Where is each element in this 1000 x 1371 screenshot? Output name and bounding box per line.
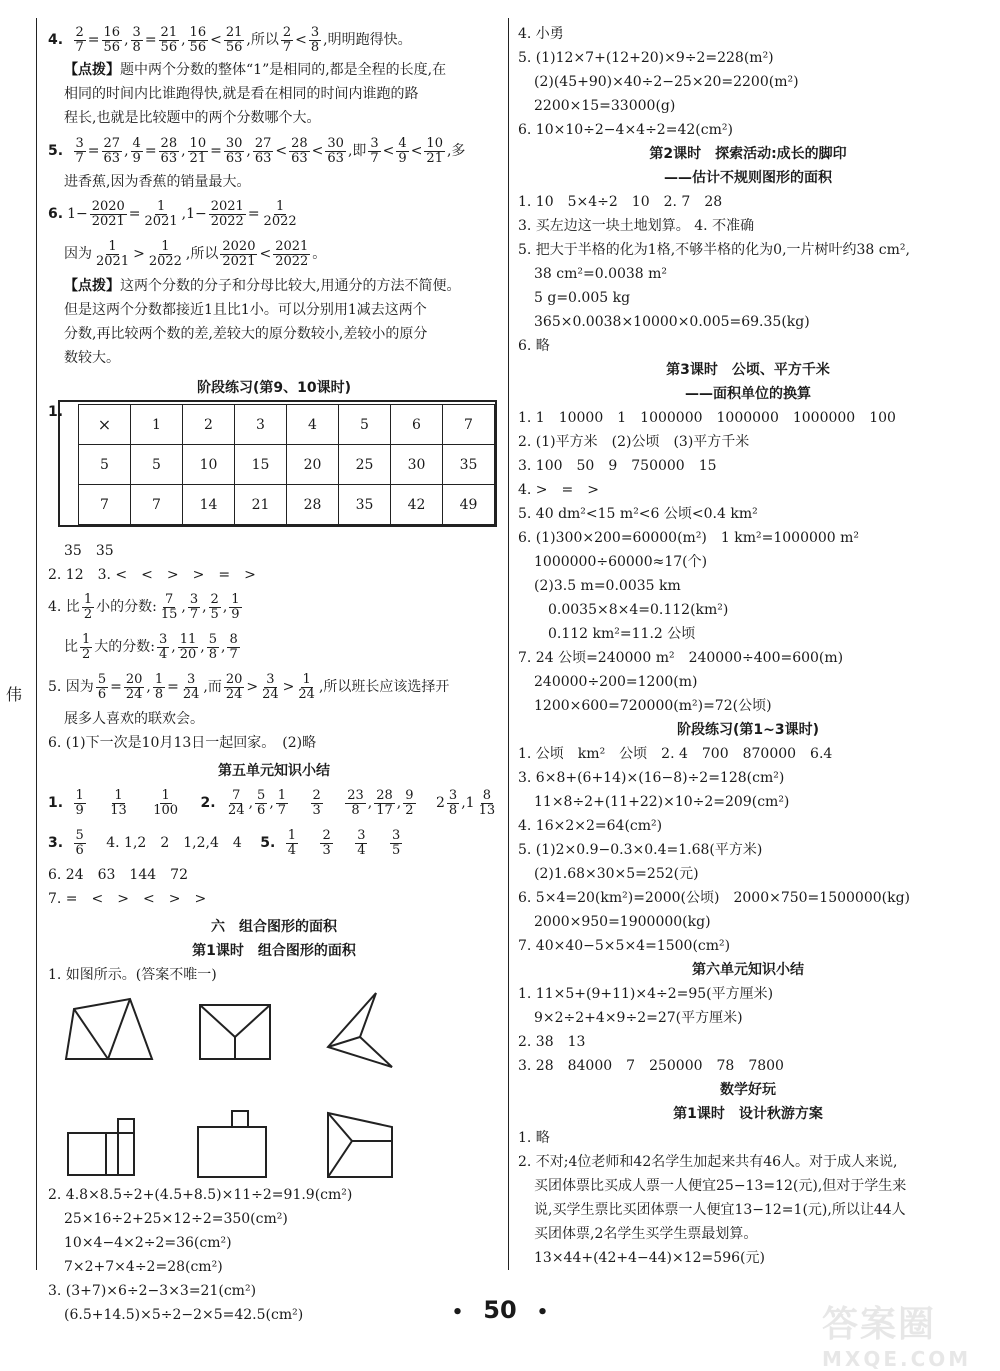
left-column bbox=[48, 22, 500, 1327]
u6-line: 3. 28 84000 7 250000 78 7800 bbox=[518, 1058, 784, 1074]
fraction: $\frac{3}{8}$ bbox=[132, 24, 141, 55]
r6: 6. 10×10÷2−4×4÷2=42(cm²) bbox=[518, 122, 733, 138]
l3-line: (2)3.5 m=0.0035 km bbox=[534, 578, 681, 594]
page-number: • 50 • bbox=[451, 1296, 549, 1324]
fun-math-title: 数学好玩 bbox=[720, 1082, 776, 1098]
s2-line: 3. 6×8+(6+14)×(16−8)÷2=128(cm²) bbox=[518, 770, 785, 786]
table-row: 7 7 14 21 28 35 42 49 bbox=[79, 485, 495, 525]
fraction: $\frac{16}{56}$ bbox=[103, 24, 121, 55]
l3-line: 2. (1)平方米 (2)公顷 (3)平方千米 bbox=[518, 434, 750, 450]
q4-answer: 4. $\frac{2}{7}$ = $\frac{16}{56}$ , $\frac{3}{8}$ = $\frac{21}{56}$ , $\frac{16}{56}$ < $\frac{21}{56}$ ,所以 $\frac{2}{7}$ < $\frac{3}{8}$ ,明明跑得快。 bbox=[48, 24, 412, 55]
s2-line: (2)1.68×30×5=252(元) bbox=[534, 866, 699, 882]
c-q1: 1. 如图所示。(答案不唯一) bbox=[48, 967, 217, 983]
fun-line: 2. 不对;4位老师和42名学生加起来共有46人。对于成人来说, bbox=[518, 1154, 898, 1170]
q4-compare-line2: 比 $\frac{1}{2}$ 大的分数: $\frac{3}{4}$ , $\frac{11}{20}$ , $\frac{5}{8}$ , $\frac{8}{7}$ bbox=[64, 631, 238, 662]
stage-practice-title: 阶段练习(第9、10课时) bbox=[196, 380, 352, 396]
s2-line: 7. 40×40−5×5×4=1500(cm²) bbox=[518, 938, 731, 954]
q6-line2: 因为 $\frac{1}{2021}$ > $\frac{1}{2022}$ ,所以 $\frac{2020}{2021}$ < $\frac{2021}{2022}$ 。 bbox=[64, 238, 327, 269]
fun-line: 说,买学生票比买团体票一人便宜13−12=1(元),所以让44人 bbox=[534, 1202, 906, 1218]
q2-q3: 2. 12 3. < < > > = > bbox=[48, 567, 256, 583]
watermark-logo: 答案圈 MXQE.COM bbox=[822, 1304, 972, 1371]
q5-line2: 进香蕉,因为香蕉的销量最大。 bbox=[64, 174, 251, 190]
unit5-q7: 7. = < > < > > bbox=[48, 891, 207, 907]
fraction: $\frac{2}{7}$ bbox=[75, 24, 84, 55]
c-q2-line: 25×16÷2+25×12÷2=350(cm²) bbox=[64, 1211, 288, 1227]
l3-line: 0.112 km²=11.2 公顷 bbox=[548, 626, 696, 642]
fraction: $\frac{2}{7}$ bbox=[282, 24, 292, 55]
lesson3-subtitle: ——面积单位的换算 bbox=[685, 386, 811, 402]
l3-line: 4. > = > bbox=[518, 482, 599, 498]
tip-2: 【点拨】这两个分数的分子和分母比较大,用通分的方法不简便。 但是这两个分数都接近1且比1小。可以分别用1减去这两个 分数,再比较两个数的差,差较大的原分数较小,差较小的原分 数较大。 bbox=[64, 278, 461, 366]
table-row: × 1 2 3 4 5 6 7 bbox=[79, 405, 495, 445]
left-margin-rule bbox=[36, 18, 37, 1270]
q6-answer: 6. 1− $\frac{2020}{2021}$ = $\frac{1}{2021}$ ,1− $\frac{2021}{2022}$ = $\frac{1}{2022}$ bbox=[48, 198, 297, 229]
l2-line: 38 cm²=0.0038 m² bbox=[534, 266, 668, 282]
fraction: $\frac{21}{56}$ bbox=[160, 24, 178, 55]
lesson2-subtitle: ——估计不规则图形的面积 bbox=[664, 170, 832, 186]
fun-lesson-title: 第1课时 设计秋游方案 bbox=[673, 1106, 823, 1122]
table-row: 5 5 10 15 20 25 30 35 bbox=[79, 445, 495, 485]
r5: 5. (1)12×7+(12+20)×9÷2=228(m²) bbox=[518, 50, 774, 66]
s2-line: 5. (1)2×0.9−0.3×0.4=1.68(平方米) bbox=[518, 842, 763, 858]
unit5-summary-title: 第五单元知识小结 bbox=[218, 763, 330, 779]
c-q2-line: 10×4−4×2÷2=36(cm²) bbox=[64, 1235, 232, 1251]
shape-pentagon-cut bbox=[326, 1107, 406, 1183]
shape-rect-step bbox=[66, 1117, 156, 1179]
right-column bbox=[518, 22, 978, 1270]
shape-trapezoid-triangle bbox=[62, 997, 172, 1067]
q6-home: 6. (1)下一次是10月13日一起回家。 (2)略 bbox=[48, 735, 317, 751]
s2-line: 6. 5×4=20(km²)=2000(公顷) 2000×750=1500000(kg) bbox=[518, 890, 911, 906]
l3-line: 6. (1)300×200=60000(m²) 1 km²=1000000 m² bbox=[518, 530, 860, 546]
fraction: $\frac{16}{56}$ bbox=[189, 24, 207, 55]
c-q2: 2. 4.8×8.5÷2+(4.5+8.5)×11÷2=91.9(cm²) bbox=[48, 1187, 353, 1203]
lesson2-title: 第2课时 探索活动:成长的脚印 bbox=[649, 146, 847, 162]
l3-line: 5. 40 dm²<15 m²<6 公顷<0.4 km² bbox=[518, 506, 758, 522]
u6-line: 9×2÷2+4×9÷2=27(平方厘米) bbox=[534, 1010, 743, 1026]
multiplication-table bbox=[58, 400, 497, 527]
r4: 4. 小勇 bbox=[518, 26, 564, 42]
r5-line: (2)(45+90)×40÷2−25×20=2200(m²) bbox=[534, 74, 799, 90]
s2-line: 4. 16×2×2=64(cm²) bbox=[518, 818, 663, 834]
u6-line: 1. 11×5+(9+11)×4÷2=95(平方厘米) bbox=[518, 986, 774, 1002]
q5-party-line2: 展多人喜欢的联欢会。 bbox=[64, 711, 204, 727]
shape-square-v bbox=[198, 1003, 278, 1065]
s2-line: 2000×950=1900000(kg) bbox=[534, 914, 711, 930]
lesson3-title: 第3课时 公顷、平方千米 bbox=[666, 362, 830, 378]
s2-line: 1. 公顷 km² 公顷 2. 4 700 870000 6.4 bbox=[518, 746, 833, 762]
fun-line: 买团体票比买成人票一人便宜25−13=12(元),但对于学生来 bbox=[534, 1178, 907, 1194]
l3-line: 1000000÷60000≈17(个) bbox=[534, 554, 708, 570]
side-character: 伟 bbox=[6, 685, 23, 704]
column-divider bbox=[508, 18, 509, 1270]
stage2-title: 阶段练习(第1~3课时) bbox=[676, 722, 819, 738]
unit5-q1-q2: 1. $\frac{1}{9}$ $\frac{1}{13}$ $\frac{1}{100}$ 2. $\frac{7}{24}$ , $\frac{5}{6}$ , $\frac{1}{7}$ $\frac{2}{3}$ $\frac{23}{8}$ , $\frac{28}{17}$ , $\frac{9}{2}$ 2 $\frac{3}{8}$ ,1 $\frac{8}{13}$ bbox=[48, 787, 496, 818]
chapter-title: 六 组合图形的面积 bbox=[211, 919, 337, 935]
unit5-q3-q5: 3. $\frac{5}{6}$ 4. 1,2 2 1,2,4 4 5. $\frac{1}{4}$ $\frac{2}{3}$ $\frac{3}{4}$ $\frac{3}{5}$ bbox=[48, 827, 401, 858]
l3-line: 0.0035×8×4=0.112(km²) bbox=[548, 602, 729, 618]
q1-table-block: 1. × 1 2 3 4 5 6 7 5 5 10 15 20 25 30 35 7 7 14 21 28 35 42 49 bbox=[48, 400, 500, 535]
fun-line: 13×44+(42+4−44)×12=596(元) bbox=[534, 1250, 765, 1266]
s2-line: 11×8÷2+(11+22)×10÷2=209(cm²) bbox=[534, 794, 790, 810]
shape-house bbox=[196, 1105, 276, 1185]
l3-line: 1. 1 10000 1 1000000 1000000 1000000 100 bbox=[518, 410, 896, 426]
q5-party: 5. 因为 $\frac{5}{6}$ = $\frac{20}{24}$ , $\frac{1}{8}$ = $\frac{3}{24}$ ,而 $\frac{20}{24}$ > $\frac{3}{24}$ > $\frac{1}{24}$ ,所以班长应该选择开 bbox=[48, 671, 450, 702]
u6-line: 2. 38 13 bbox=[518, 1034, 586, 1050]
l2-line: 6. 略 bbox=[518, 338, 550, 354]
r5-line: 2200×15=33000(g) bbox=[534, 98, 676, 114]
c-q2-line: 7×2+7×4÷2=28(cm²) bbox=[64, 1259, 223, 1275]
q4-compare: 4. 比 $\frac{1}{2}$ 小的分数: $\frac{7}{15}$ , $\frac{3}{7}$ , $\frac{2}{5}$ , $\frac{1}{9}$ bbox=[48, 591, 240, 622]
q5-answer: 5. $\frac{3}{7}$ = $\frac{27}{63}$ , $\frac{4}{9}$ = $\frac{28}{63}$ , $\frac{10}{21}$ = $\frac{30}{63}$ , $\frac{27}{63}$ < $\frac{28}{63}$ < $\frac{30}{63}$ ,即 $\frac{3}{7}$ < $\frac{4}{9}$ < $\frac{10}{21}$ ,多 bbox=[48, 135, 466, 166]
shape-arrowhead bbox=[320, 991, 410, 1071]
fraction: $\frac{21}{56}$ bbox=[225, 24, 243, 55]
l3-line: 3. 100 50 9 750000 15 bbox=[518, 458, 717, 474]
l3-line: 240000÷200=1200(m) bbox=[534, 674, 698, 690]
l2-line: 3. 买左边这一块土地划算。 4. 不准确 bbox=[518, 218, 755, 234]
after-table: 35 35 bbox=[64, 543, 114, 559]
fun-line: 1. 略 bbox=[518, 1130, 550, 1146]
l2-line: 5 g=0.005 kg bbox=[534, 290, 631, 306]
l3-line: 7. 24 公顷=240000 m² 240000÷400=600(m) bbox=[518, 650, 844, 666]
l2-line: 1. 10 5×4÷2 10 2. 7 28 bbox=[518, 194, 723, 210]
fun-line: 买团体票,2名学生买学生票最划算。 bbox=[534, 1226, 758, 1242]
unit6-summary-title: 第六单元知识小结 bbox=[692, 962, 804, 978]
l2-line: 5. 把大于半格的化为1格,不够半格的化为0,一片树叶约38 cm², bbox=[518, 242, 910, 258]
unit5-q6: 6. 24 63 144 72 bbox=[48, 867, 188, 883]
l3-line: 1200×600=720000(m²)=72(公顷) bbox=[534, 698, 772, 714]
l2-line: 365×0.0038×10000×0.005=69.35(kg) bbox=[534, 314, 810, 330]
fraction: $\frac{3}{8}$ bbox=[310, 24, 320, 55]
lesson1-title: 第1课时 组合图形的面积 bbox=[192, 943, 356, 959]
c-q3-line: (6.5+14.5)×5÷2−2×5=42.5(cm²) bbox=[64, 1307, 304, 1323]
tip-1: 【点拨】题中两个分数的整体“1”是相同的,都是全程的长度,在 相同的时间内比谁跑得快,就是看在相同的时间内谁跑的路 程长,也就是比较题中的两个分数哪个大。 bbox=[64, 62, 447, 126]
c-q3: 3. (3+7)×6÷2−3×3=21(cm²) bbox=[48, 1283, 257, 1299]
